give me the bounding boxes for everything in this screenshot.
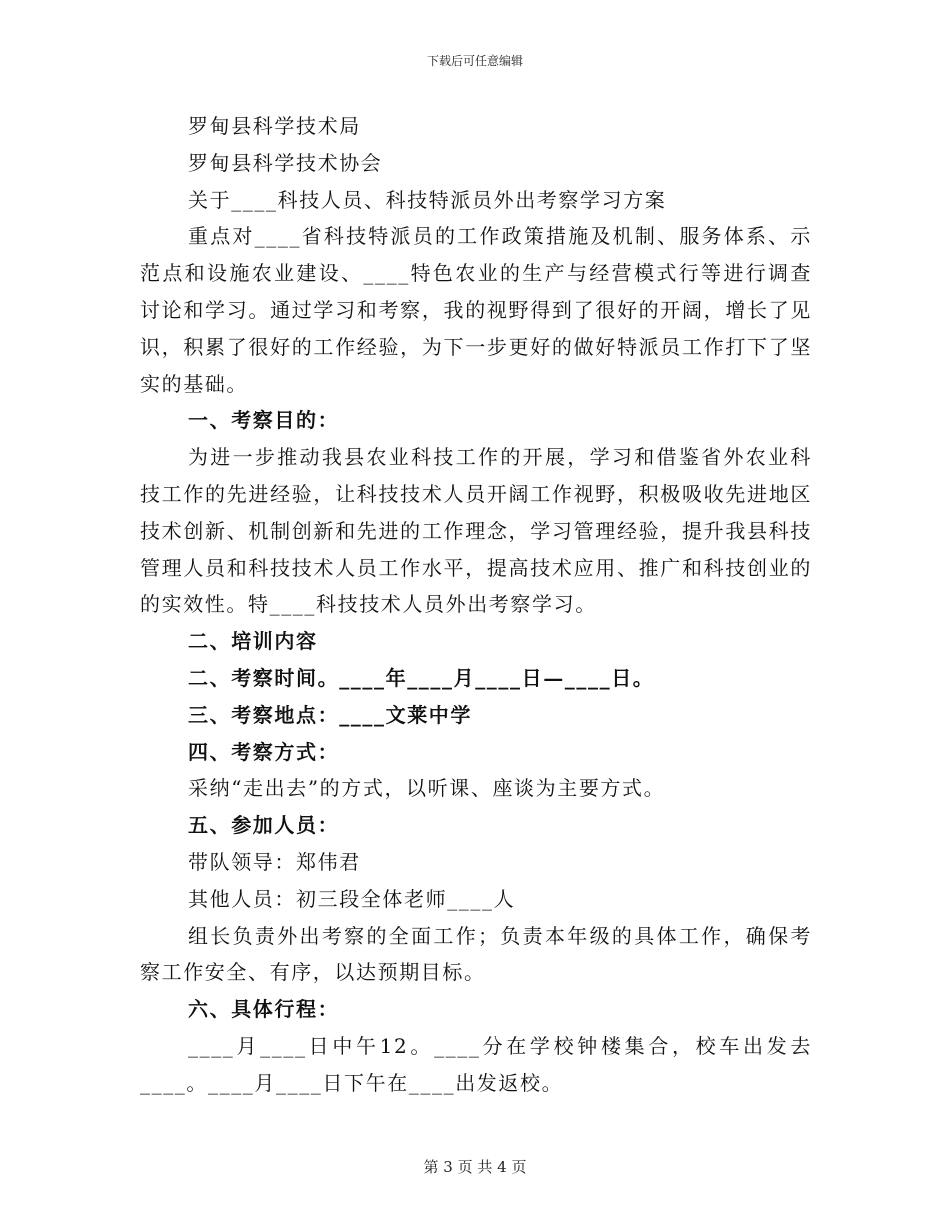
document-body <box>140 108 812 1102</box>
section-6-heading: 六、具体行程： <box>188 997 340 1022</box>
intro-paragraph: 重点对____省科技特派员的工作政策措施及机制、服务体系、示范点和设施农业建设、____特色农业的生产与经营模式行等进行调查讨论和学习。通过学习和考察，我的视野得到了很好的开阔，增长了见识，积累了很好的工作经验，为下一步更好的做好特派员工作打下了坚实的基础。 <box>140 224 812 396</box>
section-2a-heading: 二、培训内容 <box>188 629 318 654</box>
section-3-heading: 三、考察地点：____文莱中学 <box>188 702 472 727</box>
section-1-paragraph: 为进一步推动我县农业科技工作的开展，学习和借鉴省外农业科技工作的先进经验，让科技技术人员开阔工作视野，积极吸收先进地区技术创新、机制创新和先进的工作理念，学习管理经验，提升我县科技管理人员和科技技术人员工作水平，提高技术应用、推广和科技创业的的实效性。特____科技技术人员外出考察学习。 <box>140 445 812 617</box>
others-line: 其他人员：初三段全体老师____人 <box>188 886 516 911</box>
org-name-1: 罗甸县科学技术局 <box>188 114 361 138</box>
section-5-heading: 五、参加人员： <box>188 813 340 838</box>
section-4-paragraph: 采纳“走出去”的方式，以听课、座谈为主要方式。 <box>188 776 666 801</box>
duty-paragraph: 组长负责外出考察的全面工作；负责本年级的具体工作，确保考察工作安全、有序，以达预期目标。 <box>140 923 812 985</box>
section-4-heading: 四、考察方式： <box>188 739 340 764</box>
section-2b-heading: 二、考察时间。____年____月____日—____日。 <box>188 665 655 690</box>
leader-line: 带队领导：郑伟君 <box>188 849 361 874</box>
page-footer: 第 3 页 共 4 页 <box>423 1158 527 1176</box>
plan-title: 关于____科技人员、科技特派员外出考察学习方案 <box>188 187 667 212</box>
schedule-paragraph: ____月____日中午12。____分在学校钟楼集合，校车出发去____。____月____日下午在____出发返校。 <box>140 1033 812 1095</box>
page-header: 下载后可任意编辑 <box>426 54 523 68</box>
org-name-2: 罗甸县科学技术协会 <box>188 150 383 175</box>
section-1-heading: 一、考察目的： <box>188 408 340 433</box>
